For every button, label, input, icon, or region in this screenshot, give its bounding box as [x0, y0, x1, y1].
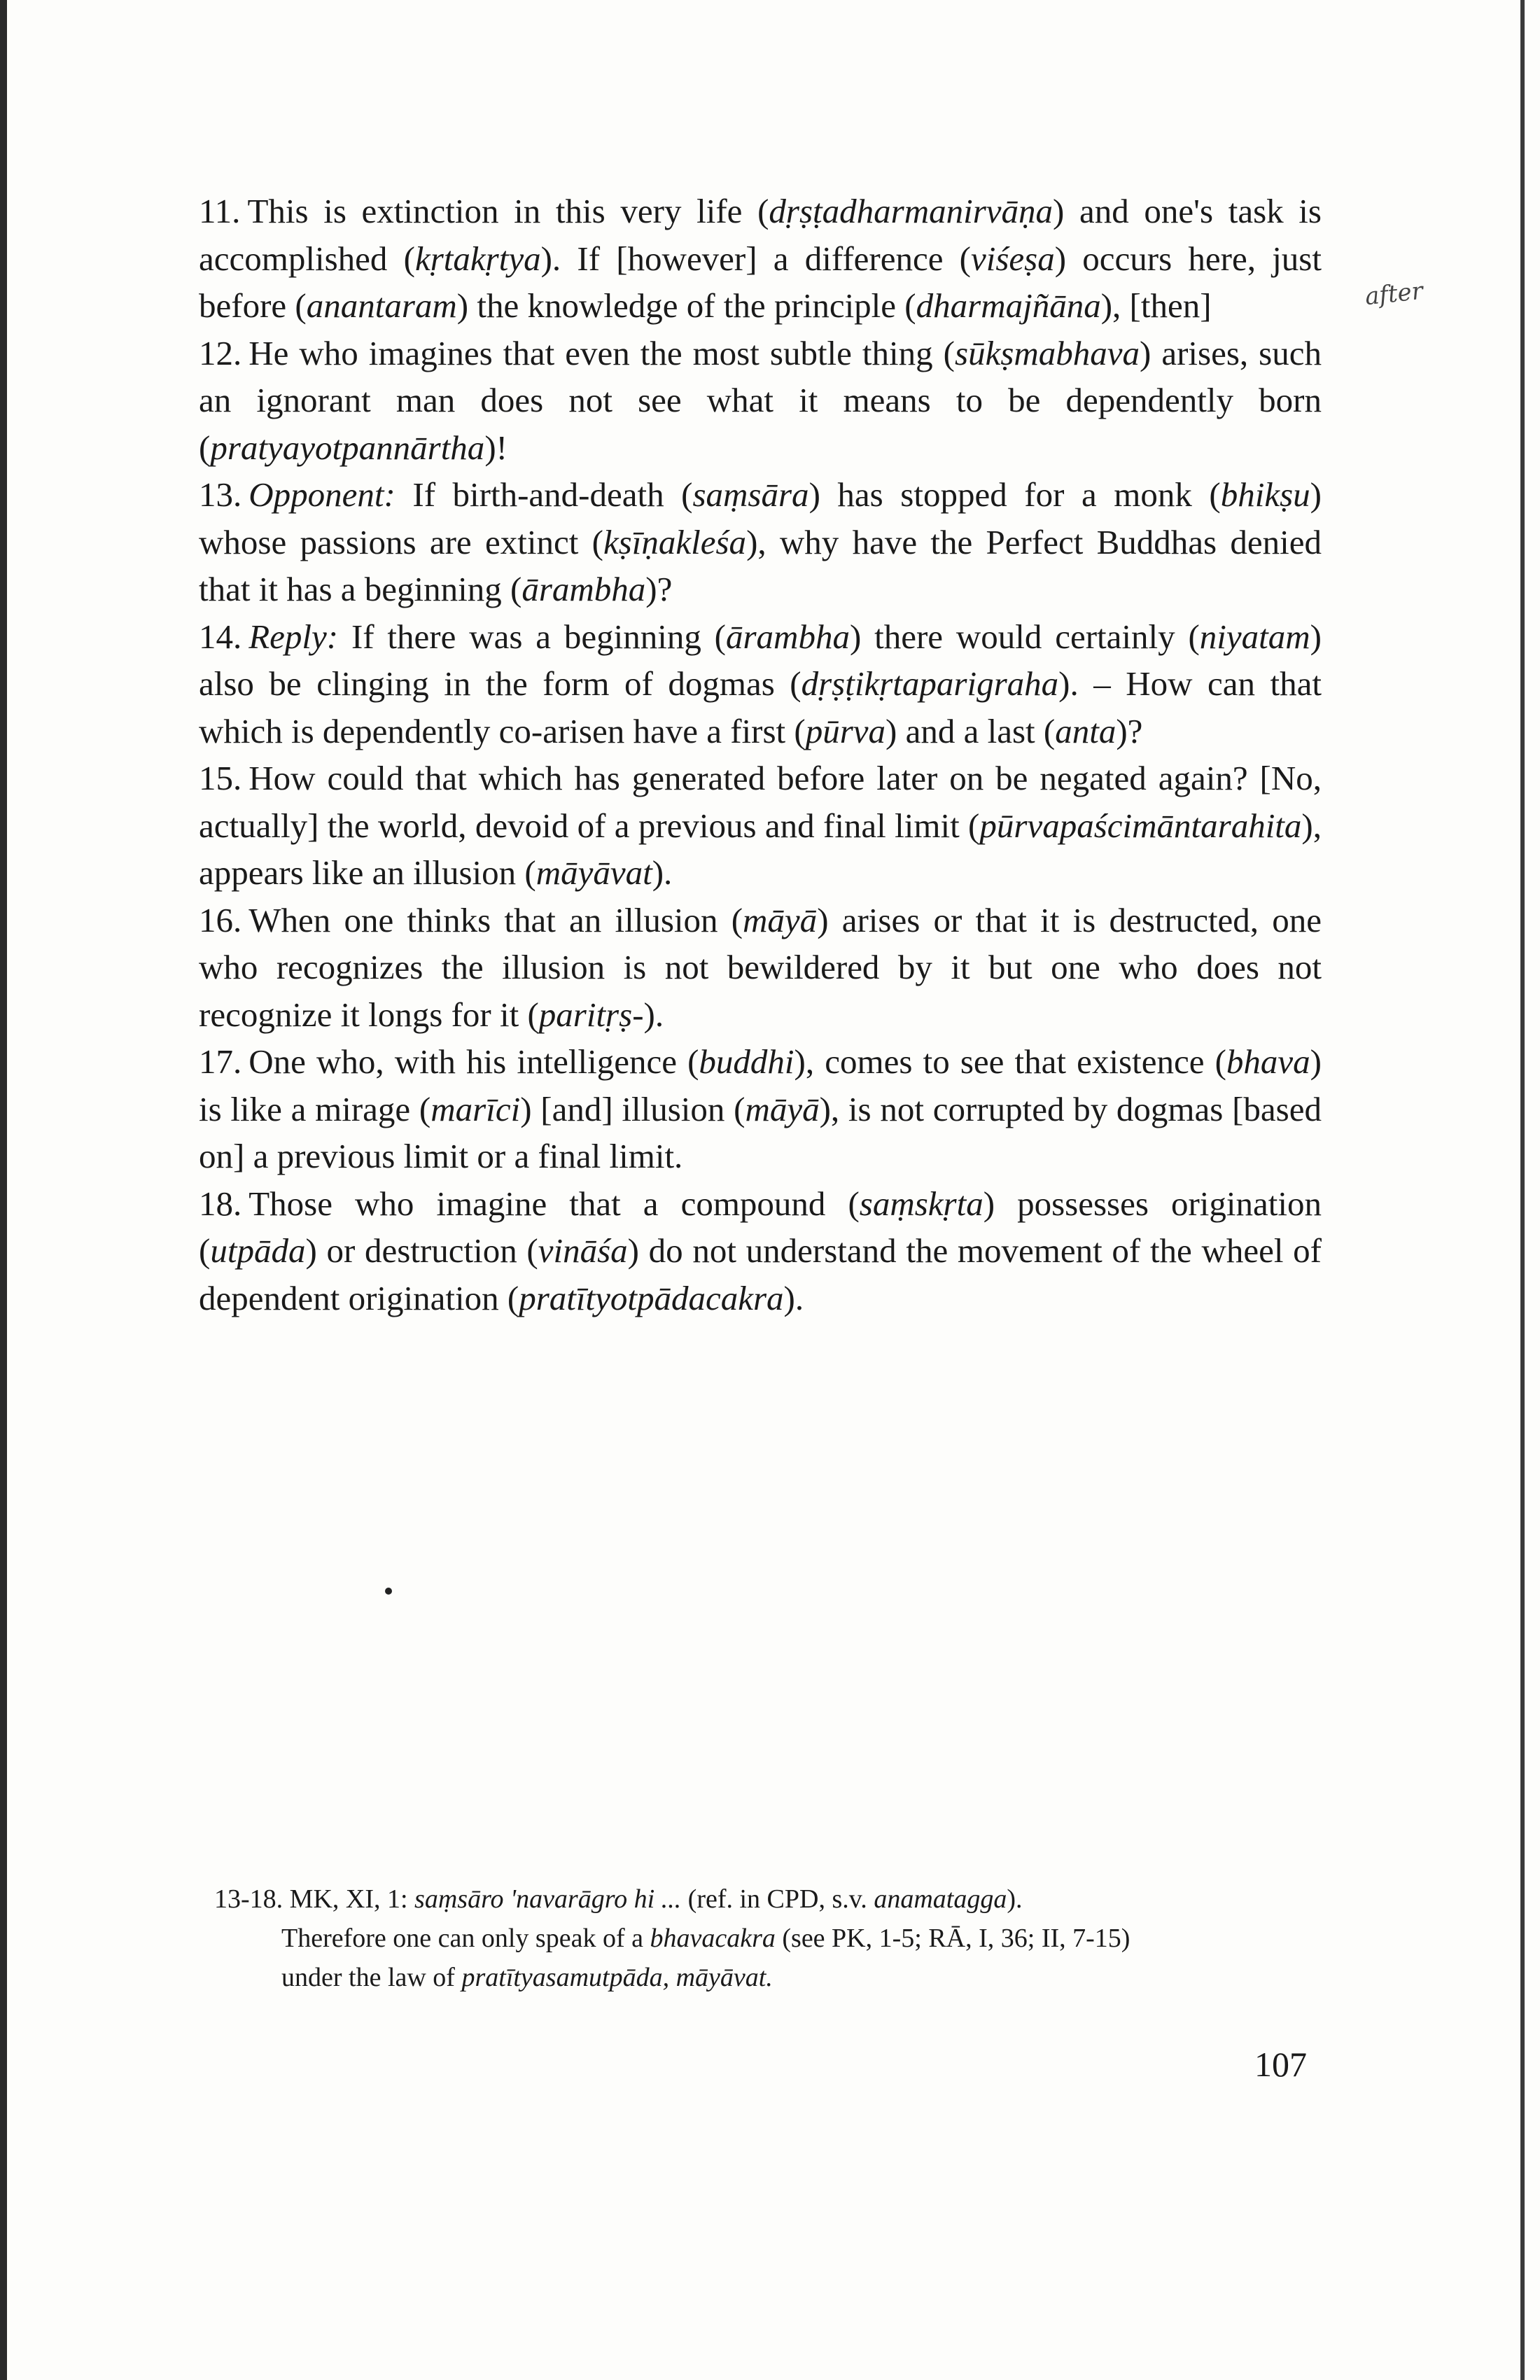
italic-term: kṛtakṛtya: [414, 239, 541, 278]
text-run: ) is like a mirage (: [199, 1042, 1322, 1128]
italic-term: Opponent:: [248, 475, 396, 514]
verse-number: 11.: [199, 192, 241, 230]
margin-note: after: [1364, 276, 1424, 312]
text-run: ) possesses origination (: [199, 1184, 1322, 1270]
text-run: Those who imagine that a compound (: [248, 1184, 860, 1223]
italic-term: vināśa: [538, 1231, 628, 1270]
text-run: ).: [783, 1278, 804, 1317]
verse-number: 17.: [199, 1042, 242, 1081]
italic-term: dharmajñāna: [916, 286, 1101, 325]
verse-paragraph: [199, 188, 1322, 330]
footnote-line: [214, 1919, 1348, 1958]
text-run: ), appears like an illusion (: [199, 806, 1322, 892]
verse-number: 18.: [199, 1184, 242, 1223]
text-run: )!: [484, 428, 507, 467]
text-run: ), comes to see that existence (: [794, 1042, 1226, 1081]
text-run: How could that which has generated before later on be negated again? [No, actually] the world, devoid of a previous and final limit (: [199, 759, 1322, 845]
footnote-line: [214, 1879, 1348, 1919]
text-run: ) has stopped for a monk (: [808, 475, 1221, 514]
italic-term: Reply:: [248, 617, 339, 656]
italic-term: ārambha: [725, 617, 850, 656]
italic-term: māyāvat: [536, 853, 652, 892]
verse-number: 12.: [199, 333, 242, 372]
verse-number: 14.: [199, 617, 242, 656]
italic-term: māyā: [745, 1089, 820, 1128]
italic-term: bhavacakra: [650, 1924, 776, 1953]
text-run: Therefore one can only speak of a: [281, 1924, 650, 1953]
verse-paragraph: [199, 1038, 1322, 1180]
verse-paragraph: [199, 755, 1322, 897]
verse-number: 15.: [199, 759, 242, 797]
italic-term: saṃsāro 'navarāgro hi ...: [414, 1884, 682, 1914]
page-edge-left: [0, 0, 7, 2380]
italic-term: anantaram: [306, 286, 457, 325]
text-run: ), why have the Perfect Buddhas denied that it has a beginning (: [199, 522, 1322, 608]
italic-term: bhikṣu: [1220, 475, 1310, 514]
italic-term: māyā: [743, 900, 818, 939]
text-run: This is extinction in this very life (: [247, 192, 769, 230]
italic-term: paritṛṣ-: [538, 995, 644, 1034]
main-text: [199, 188, 1322, 1322]
page-number: 107: [1254, 2045, 1307, 2084]
text-run: ) [and] illusion (: [520, 1089, 746, 1128]
text-run: One who, with his intelligence (: [248, 1042, 699, 1081]
italic-term: sūkṣmabhava: [955, 333, 1140, 372]
stray-dot: [385, 1588, 392, 1595]
text-run: ) also be clinging in the form of dogmas (: [199, 617, 1322, 703]
italic-term: dṛṣṭikṛtaparigraha: [801, 664, 1059, 703]
text-run: If there was a beginning (: [338, 617, 726, 656]
verse-paragraph: [199, 471, 1322, 613]
verse-number: 13.: [199, 475, 242, 514]
text-run: ) whose passions are extinct (: [199, 475, 1322, 561]
text-run: ) and one's task is accomplished (: [199, 192, 1322, 278]
text-run: ) or destruction (: [305, 1231, 538, 1270]
italic-term: pratyayotpannārtha: [210, 428, 485, 467]
text-run: ) arises, such an ignorant man does not see what it means to be dependently born (: [199, 333, 1322, 467]
italic-term: buddhi: [699, 1042, 794, 1081]
footnote: [214, 1879, 1348, 1997]
italic-term: dṛṣṭadharmanirvāṇa: [769, 192, 1054, 230]
italic-term: saṃskṛta: [859, 1184, 983, 1223]
text-run: ) occurs here, just before (: [199, 239, 1322, 325]
text-run: ).: [652, 853, 673, 892]
italic-term: pratītyasamutpāda, māyāvat.: [461, 1963, 773, 1992]
italic-term: kṣīṇakleśa: [603, 522, 747, 561]
text-run: ) do not understand the movement of the wheel of dependent origination (: [199, 1231, 1322, 1317]
text-run: ) there would certainly (: [849, 617, 1200, 656]
footnote-line: [214, 1958, 1348, 1997]
text-run: ). – How can that which is dependently co-arisen have a first (: [199, 664, 1322, 750]
italic-term: bhava: [1226, 1042, 1310, 1081]
text-run: 13-18. MK, XI, 1:: [214, 1884, 415, 1914]
italic-term: pratītyotpādacakra: [519, 1278, 784, 1317]
text-run: ) the knowledge of the principle (: [456, 286, 916, 325]
text-run: under the law of: [281, 1963, 462, 1992]
italic-term: marīci: [430, 1089, 521, 1128]
text-run: ). If [however] a difference (: [540, 239, 971, 278]
text-run: If birth-and-death (: [395, 475, 693, 514]
page-edge-right: [1520, 0, 1525, 2380]
italic-term: niyatam: [1199, 617, 1310, 656]
italic-term: saṃsāra: [692, 475, 809, 514]
italic-term: anta: [1055, 711, 1116, 750]
italic-term: viśeṣa: [971, 239, 1055, 278]
text-run: ), is not corrupted by dogmas [based on] a previous limit or a final limit.: [199, 1089, 1322, 1175]
verse-paragraph: [199, 330, 1322, 472]
text-run: (ref. in CPD, s.v.: [681, 1884, 874, 1914]
italic-term: utpāda: [210, 1231, 306, 1270]
text-run: ).: [1007, 1884, 1023, 1914]
verse-number: 16.: [199, 900, 242, 939]
text-run: ) arises or that it is destructed, one who recognizes the illusion is not bewildered by it but one who does not recognize it longs for it (: [199, 900, 1322, 1034]
text-run: (see PK, 1-5; RĀ, I, 36; II, 7-15): [775, 1924, 1130, 1953]
verse-paragraph: [199, 613, 1322, 755]
text-run: When one thinks that an illusion (: [248, 900, 743, 939]
italic-term: pūrva: [805, 711, 886, 750]
text-run: )?: [645, 570, 673, 608]
text-run: ).: [643, 995, 664, 1034]
text-run: )?: [1116, 711, 1143, 750]
italic-term: ārambha: [522, 570, 646, 608]
text-run: ), [then]: [1100, 286, 1212, 325]
italic-term: anamatagga: [874, 1884, 1007, 1914]
verse-paragraph: [199, 1180, 1322, 1322]
verse-paragraph: [199, 897, 1322, 1039]
text-run: ) and a last (: [886, 711, 1056, 750]
text-run: He who imagines that even the most subtle thing (: [248, 333, 955, 372]
italic-term: pūrvapaścimāntarahita: [979, 806, 1302, 845]
